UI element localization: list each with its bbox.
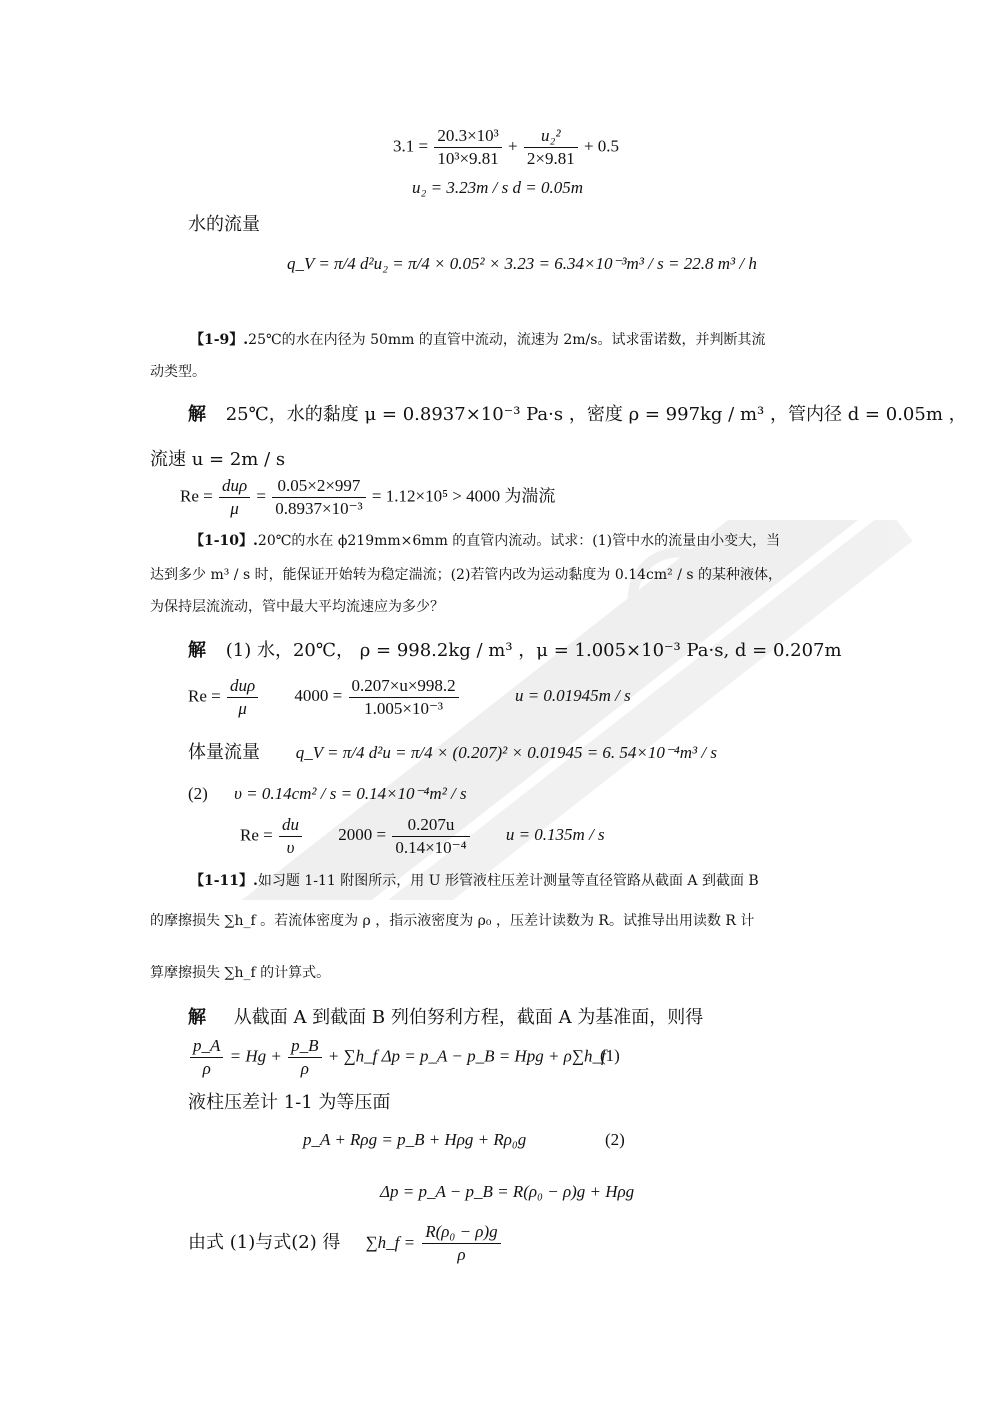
equation-bernoulli: $\frac{p\_A}{\rho}$ = Hg + $\frac{p\_B}{\rho}$ + ∑h_f Δp = p_A − p_B = Hpg + ρ∑h_f <box>188 1036 606 1079</box>
problem-1-10-text-line2: 达到多少 m³ / s 时，能保证开始转为稳定湍流；(2)若管内改为运动黏度为 0.14cm² / s 的某种液体， <box>150 567 783 583</box>
problem-1-10-text-line3: 为保持层流流动，管中最大平均流速应为多少？ <box>150 599 444 615</box>
solution-1-9-line1: 解 25℃，水的黏度 μ = 0.8937×10⁻³ Pa·s ，密度 ρ = 997kg / m³ ，管内径 d = 0.05m ， <box>188 404 967 425</box>
problem-1-11-text-line1: 【1-11】.如习题 1-11 附图所示，用 U 形管液柱压差计测量等直径管路从截面 A 到截面 B <box>190 873 759 889</box>
equation-reynolds-1-10: Re = $\frac{\text{duρ}}{\mu}$ 4000 = $\frac{0.207\times u\times 998.2}{\text{1.005×10⁻³}}$ u = 0.01945m / s <box>188 676 631 718</box>
solution-head: 解 <box>188 1007 206 1028</box>
solution-head: 解 <box>188 404 206 425</box>
equation-reynolds-1-9: Re = $\frac{\text{duρ}}{\mu}$ = $\frac{0.05\times 2\times 997}{\text{0.8937×10⁻³}}$ = 1.12×10⁵ > 4000 为湍流 <box>180 476 556 518</box>
problem-tag: 【1-11】. <box>190 873 258 889</box>
problem-1-9-text-line2: 动类型。 <box>150 364 206 380</box>
problem-1-11-text-line3: 算摩擦损失 ∑h_f 的计算式。 <box>150 965 331 981</box>
solution-head: 解 <box>188 640 206 661</box>
equation-kinematic-viscosity: (2) υ = 0.14cm² / s = 0.14×10⁻⁴m² / s <box>188 784 467 803</box>
flow-label: 水的流量 <box>188 214 260 235</box>
solution-1-9-line2: 流速 u = 2m / s <box>150 449 286 470</box>
equation-velocity-result: u₂ = 3.23m / s d = 0.05m <box>412 178 583 197</box>
equation-pressure-balance: p_A + Rρg = p_B + Hρg + Rρ₀g <box>303 1130 527 1149</box>
problem-1-10-text-line1: 【1-10】.20℃的水在 ϕ219mm×6mm 的直管内流动。试求：(1)管中水的流量由小变大，当 <box>190 533 781 549</box>
volume-flow-line: 体量流量 q_V = π/4 d²u = π/4 × (0.207)² × 0.01945 = 6. 54×10⁻⁴m³ / s <box>188 742 717 763</box>
problem-1-11-text-line2: 的摩擦损失 ∑h_f 。若流体密度为 ρ ，指示液密度为 ρ₀ ，压差计读数为 R。试推导出用读数 R 计 <box>150 913 755 929</box>
manometer-line: 液柱压差计 1-1 为等压面 <box>188 1092 391 1113</box>
problem-tag: 【1-9】. <box>190 332 249 348</box>
problem-1-9-text-line1: 【1-9】.25℃的水在内径为 50mm 的直管中流动，流速为 2m/s。试求雷诺数，并判断其流 <box>190 332 766 348</box>
solution-1-11-line1: 解 从截面 A 到截面 B 列伯努利方程，截面 A 为基准面，则得 <box>188 1007 704 1028</box>
equation-pressure-diff: Δp = p_A − p_B = R(ρ₀ − ρ)g + Hρg <box>380 1182 635 1201</box>
equation-number-1: (1) <box>600 1046 620 1065</box>
equation-reynolds-laminar: Re = $\frac{du}{\upsilon}$ 2000 = $\frac{0.207u}{\text{0.14×10⁻⁴}}$ u = 0.135m / s <box>240 815 605 857</box>
equation-flow-rate: q_V = π/4 d²u₂ = π/4 × 0.05² × 3.23 = 6.34×10⁻³m³ / s = 22.8 m³ / h <box>287 254 757 273</box>
final-result-line: 由式 (1)与式(2) 得 ∑h_f = $\frac{\text{R(ρ₀ − ρ)g}}{\rho}$ <box>188 1222 503 1265</box>
equation-number-2: (2) <box>605 1130 625 1149</box>
problem-tag: 【1-10】. <box>190 533 258 549</box>
solution-1-10-line1: 解 (1) 水，20℃， ρ = 998.2kg / m³ ，μ = 1.005×10⁻³ Pa·s, d = 0.207m <box>188 640 842 661</box>
equation-energy: 3.1 = $\frac{\text{20.3×10³}}{\text{10³×9.81}}$ + $\frac{\text{u₂²}}{2\times 9.81}$ + 0.5 <box>393 126 620 168</box>
